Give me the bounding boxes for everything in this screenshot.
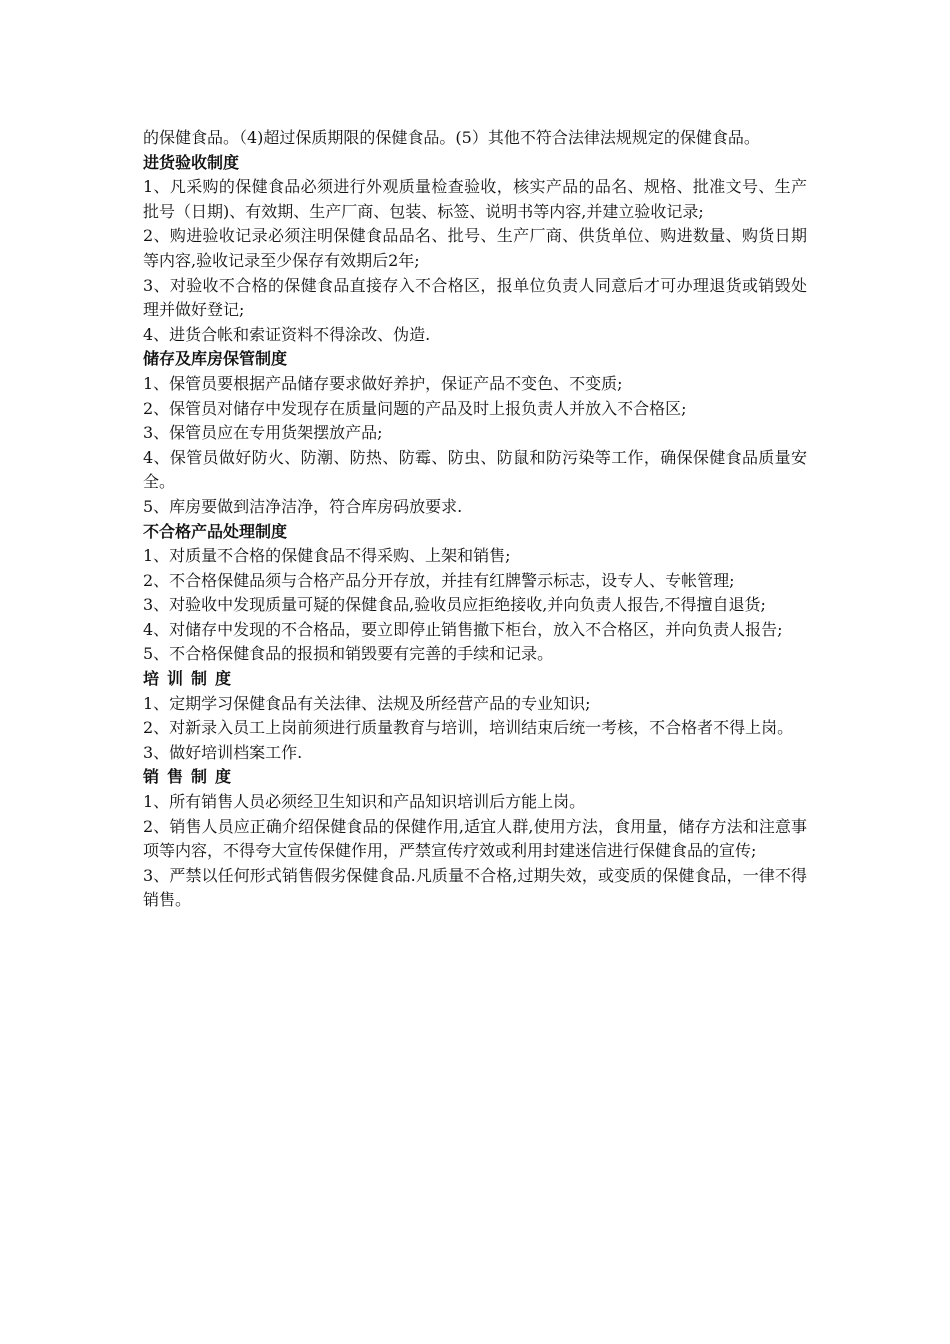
section-storage-warehouse [143,347,807,519]
list-item: 1、凡采购的保健食品必须进行外观质量检查验收，核实产品的品名、规格、批准文号、生产批号（日期)、有效期、生产厂商、包装、标签、说明书等内容,并建立验收记录; [143,177,807,221]
list-item: 3、对验收中发现质量可疑的保健食品,验收员应拒绝接收,并向负责人报告,不得擅自退货; [143,595,766,615]
list-item: 5、库房要做到洁净洁净，符合库房码放要求. [143,496,463,516]
section-heading: 储存及库房保管制度 [143,349,288,369]
section-heading: 进货验收制度 [143,152,240,172]
document-body [143,126,807,913]
list-item: 3、做好培训档案工作. [143,742,303,762]
intro-paragraph: 的保健食品。（4)超过保质期限的保健食品。(5）其他不符合法律法规规定的保健食品。 [143,128,760,147]
section-heading: 销售制度 [143,767,240,787]
list-item: 2、对新录入员工上岗前须进行质量教育与培训，培训结束后统一考核，不合格者不得上岗。 [143,718,794,738]
section-purchase-acceptance [143,151,807,348]
list-item: 1、对质量不合格的保健食品不得采购、上架和销售; [143,546,511,566]
list-item: 2、不合格保健品须与合格产品分开存放，并挂有红牌警示标志，设专人、专帐管理; [143,570,735,590]
list-item: 2、保管员对储存中发现存在质量问题的产品及时上报负责人并放入不合格区; [143,398,687,418]
list-item: 3、对验收不合格的保健食品直接存入不合格区，报单位负责人同意后才可办理退货或销毁处理并做好登记; [143,275,807,320]
list-item: 3、严禁以任何形式销售假劣保健食品.凡质量不合格,过期失效，或变质的保健食品，一律不得销售。 [143,865,807,910]
section-training [143,667,807,765]
list-item: 3、保管员应在专用货架摆放产品; [143,423,383,443]
list-item: 5、不合格保健食品的报损和销毁要有完善的手续和记录。 [143,644,554,664]
list-item: 1、保管员要根据产品储存要求做好养护，保证产品不变色、不变质; [143,373,623,393]
section-sales [143,765,807,913]
list-item: 4、保管员做好防火、防潮、防热、防霉、防虫、防鼠和防污染等工作，确保保健食品质量安全。 [143,447,807,492]
list-item: 2、购进验收记录必须注明保健食品品名、批号、生产厂商、供货单位、购进数量、购货日期等内容,验收记录至少保存有效期后2年; [143,226,807,270]
list-item: 1、定期学习保健食品有关法律、法规及所经营产品的专业知识; [143,693,591,713]
list-item: 4、对储存中发现的不合格品，要立即停止销售撤下柜台，放入不合格区，并向负责人报告; [143,619,783,639]
section-nonconforming-products [143,520,807,668]
section-heading: 不合格产品处理制度 [143,521,288,541]
list-item: 2、销售人员应正确介绍保健食品的保健作用,适宜人群,使用方法，食用量，储存方法和注意事项等内容，不得夸大宣传保健作用，严禁宣传疗效或利用封建迷信进行保健食品的宣传; [143,816,807,861]
section-heading: 培训制度 [143,669,240,689]
list-item: 4、进货合帐和索证资料不得涂改、伪造. [143,324,431,344]
list-item: 1、所有销售人员必须经卫生知识和产品知识培训后方能上岗。 [143,792,586,812]
